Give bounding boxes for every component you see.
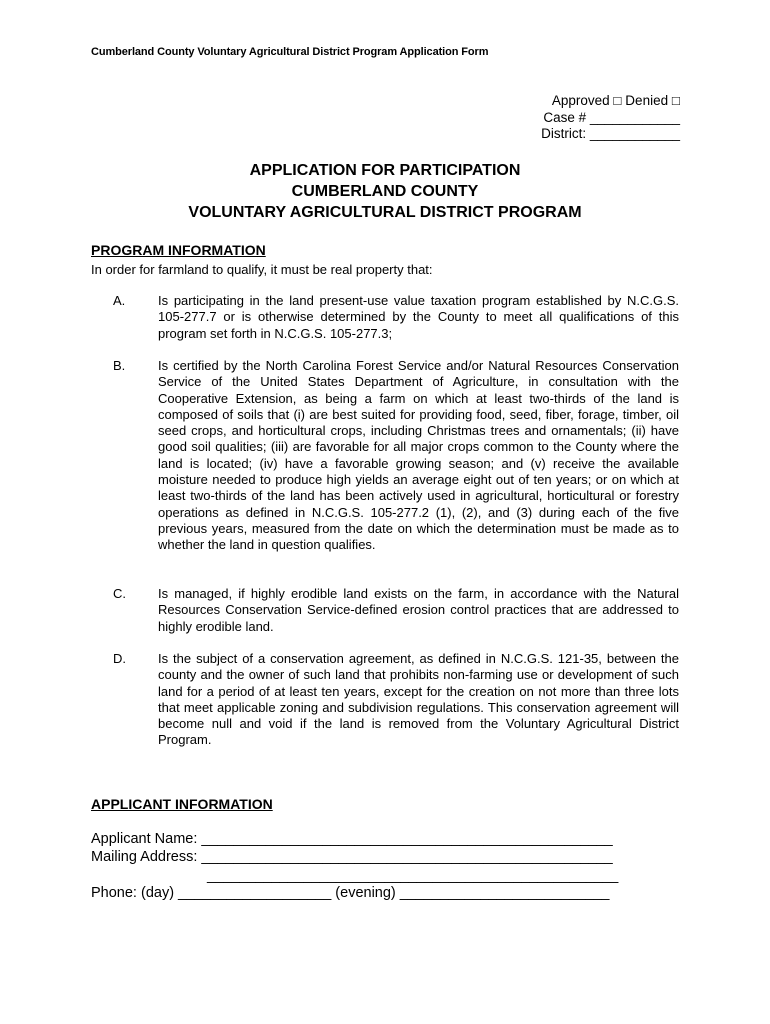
requirement-letter: A. — [113, 293, 126, 308]
program-intro-text: In order for farmland to qualify, it must be real property that: — [91, 262, 433, 277]
district-field[interactable]: District: ____________ — [541, 126, 680, 141]
title-line-3: VOLUNTARY AGRICULTURAL DISTRICT PROGRAM — [188, 204, 582, 221]
applicant-information-heading: APPLICANT INFORMATION — [91, 796, 273, 812]
phone-field[interactable]: Phone: (day) ___________________ (evening) __________________________ — [91, 885, 610, 901]
title-line-1: APPLICATION FOR PARTICIPATION — [249, 162, 521, 179]
requirement-text: Is the subject of a conservation agreement, as defined in N.C.G.S. 121-35, between the county and the owner of such land that prohibits non-farming use or development of such land for a period of at least ten years, except for the creation on not more than three lots that meet applicable zoning and subdivision regulations. This conservation agreement will become null and void if the land is removed from the Voluntary Agricultural District Program. — [158, 651, 679, 748]
applicant-name-field[interactable]: Applicant Name: ___________________________________________________ — [91, 831, 613, 847]
document-title — [0, 160, 770, 223]
status-block — [541, 93, 680, 143]
requirement-letter: D. — [113, 651, 126, 666]
requirement-letter: B. — [113, 358, 126, 373]
mailing-address-line-2-field[interactable]: ___________________________________________________ — [207, 868, 619, 884]
page-header: Cumberland County Voluntary Agricultural District Program Application Form — [91, 46, 489, 58]
requirement-letter: C. — [113, 586, 126, 601]
requirement-text: Is participating in the land present-use value taxation program established by N.C.G.S. 105-277.7 or is otherwise determined by the County to meet all qualifications of this program set forth in N.C.G.S. 105-277.3; — [158, 293, 679, 341]
program-information-heading: PROGRAM INFORMATION — [91, 242, 266, 258]
requirement-text: Is managed, if highly erodible land exists on the farm, in accordance with the Natural Resources Conservation Service-defined erosion control practices that are addressed to highly erodible land. — [158, 586, 679, 634]
mailing-address-field[interactable]: Mailing Address: ___________________________________________________ — [91, 849, 613, 865]
approved-denied-checkboxes[interactable]: Approved □ Denied □ — [551, 93, 680, 108]
title-line-2: CUMBERLAND COUNTY — [291, 183, 479, 200]
requirement-text: Is certified by the North Carolina Forest Service and/or Natural Resources Conservation Service of the United States Department of Agriculture, in consultation with the Cooperative Extension, as being a farm on which at least two-thirds of the land is composed of soils that (i) are best suited for providing food, seed, fiber, forage, timber, oil seed crops, and horticultural crops, including Christmas trees and ornamentals; (ii) have good soil qualities; (iii) are favorable for all major crops common to the County where the land is located; (iv) have a favorable growing season; and (v) receive the available moisture needed to produce high yields an average eight out of ten years; or on which at least two-thirds of the land has been actively used in agricultural, horticultural or forestry operations as defined in N.C.G.S. 105-277.2 (1), (2), and (3) during each of the five previous years, measured from the date on which the determination must be made as to whether the land in question qualifies. — [158, 358, 679, 553]
case-number-field[interactable]: Case # ____________ — [543, 109, 680, 125]
